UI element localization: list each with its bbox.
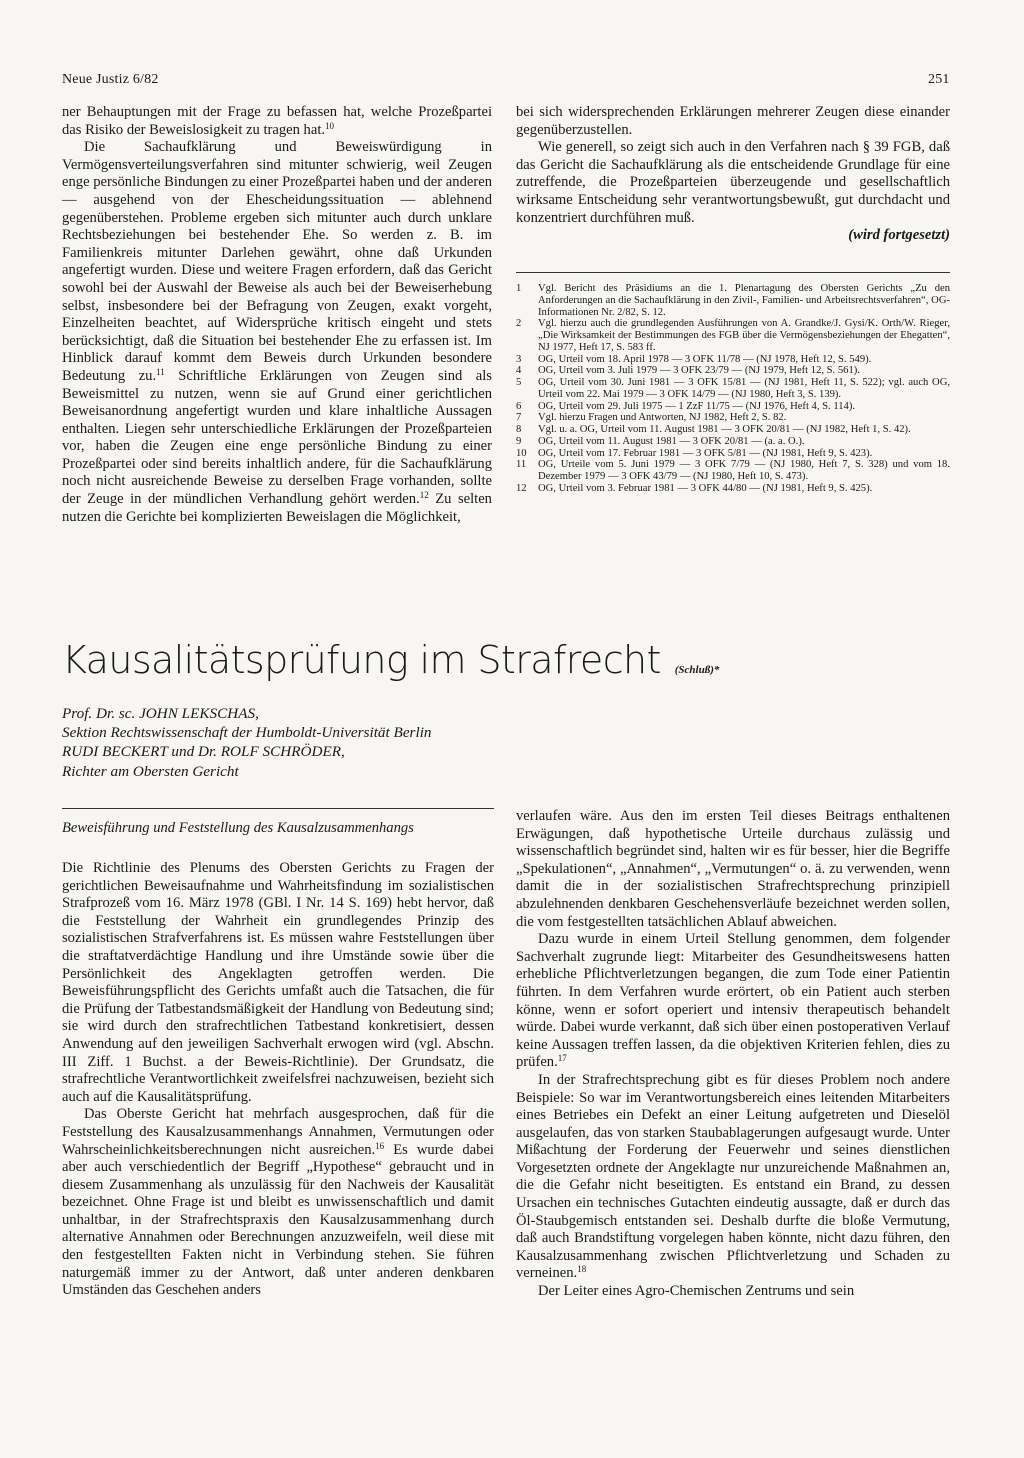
article-title: Kausalitätsprüfung im Strafrecht (Schluß)* (62, 638, 720, 682)
footnote-item (516, 448, 950, 460)
section-subheading: Beweisführung und Feststellung des Kausalzusammenhangs (62, 820, 414, 836)
bottom-left-column (62, 860, 494, 1300)
top-left-column (62, 104, 492, 526)
paragraph: ner Behauptungen mit der Frage zu befassen hat, welche Prozeßpartei das Risiko der Beweislosigkeit zu tragen hat.$^{10}$ (62, 104, 492, 138)
footnote-number: 5 (516, 377, 522, 388)
footnote-number: 11 (516, 459, 527, 471)
footnote-rule (516, 272, 950, 273)
paragraph: verlaufen wäre. Aus den im ersten Teil dieses Beitrags enthaltenen Erwägungen, daß hypothetische Urteile durchaus zulässig und wissenschaftlich begründet sind, halten wir es für besser, hier die Begriffe „Spekulationen“, „Annahmen“, „Vermutungen“ o. ä. zu verwenden, wenn damit die in der sozialistischen Strafrechtsprechung prinzipiell abzulehnenden denkbaren Geschehensverläufe bezeichnet werden sollen, die vom festgestellten tatsächlichen Ablauf abweichen. (516, 808, 950, 930)
paragraph: Wie generell, so zeigt sich auch in den Verfahren nach § 39 FGB, daß das Gericht die Sachaufklärung als die entscheidende Grundlage für eine zutreffende, die Prozeßparteien überzeugende und gesellschaftlich wirksame Entscheidung sehr verantwortungsbewußt, gut durchdacht und konzentriert durchführen muß. (516, 139, 950, 226)
footnote-text: Vgl. hierzu Fragen und Antworten, NJ 1982, Heft 2, S. 82. (538, 412, 787, 424)
author-line: Richter am Obersten Gericht (62, 762, 239, 780)
footnote-text: OG, Urteile vom 5. Juni 1979 — 3 OFK 7/79 — (NJ 1980, Heft 7, S. 328) und vom 18. Dezember 1979 — 3 OFK 43/79 — (NJ 1980, Heft 10, S. 473). (538, 459, 950, 482)
footnote-number: 7 (516, 412, 522, 424)
author-line: RUDI BECKERT und Dr. ROLF SCHRÖDER, (62, 743, 345, 761)
paragraph: Die Sachaufklärung und Beweiswürdigung in Vermögensverteilungsverfahren sind mitunter schwierig, weil Zeugen enge persönliche Bindungen zu einer Prozeßpartei haben und der anderen — ausgehend von der Ehescheidungssituation — ablehnend gegenüberstehen. Probleme ergeben sich mitunter auch durch unklare Rechtsbeziehungen bei bestehender Ehe. So werden z. B. im Familienkreis mitunter Darlehen gewährt, ohne daß Urkunden angefertigt wurden. Diese und weitere Fragen erfordern, daß das Gericht sowohl bei der Auswahl der Beweise als auch bei der Beweiserhebung selbst, insbesondere bei der Befragung von Zeugen, exakt vorgeht, Einzelheiten beachtet, auf Widersprüche kritisch eingeht und stets berücksichtigt, daß die Situation bei bestehender Ehe zu erfassen ist. Im Hinblick darauf kommt dem Beweis durch Urkunden besondere Bedeutung zu.$^{11}$ Schriftliche Erklärungen von Zeugen sind als Beweismittel zu nutzen, wenn sie auf Grund einer gerichtlichen Beweisanordnung angefertigt wurden und klare inhaltliche Aussagen enthalten. Liegen sehr unterschiedliche Erklärungen der Prozeßparteien vor, haben die Zeugen eine enge persönliche Bindung zu einer Prozeßpartei oder sind bereits inhaltlich andere, für die Sachaufklärung noch nicht ausreichende Beweise zu derselben Frage vorhanden, sollte der Zeuge in der mündlichen Verhandlung gehört werden.$^{12}$ Zu selten nutzen die Gerichte bei komplizierten Beweislagen die Möglichkeit, (62, 139, 492, 525)
footnote-number: 4 (516, 365, 522, 377)
journal-title: Neue Justiz 6/82 (62, 72, 159, 87)
author-block (62, 704, 432, 781)
section-rule (62, 808, 494, 809)
paragraph: bei sich widersprechenden Erklärungen mehrerer Zeugen diese einander gegenüberzustellen. (516, 104, 950, 138)
footnote-text: OG, Urteil vom 30. Juni 1981 — 3 OFK 15/81 — (NJ 1981, Heft 11, S. 522); vgl. auch OG, Urteil vom 22. Mai 1979 — 3 OFK 14/79 — (NJ 1980, Heft 3, S. 139). (538, 377, 950, 400)
footnote-text: OG, Urteil vom 3. Juli 1979 — 3 OFK 23/79 — (NJ 1979, Heft 12, S. 561). (538, 365, 860, 377)
top-right-column (516, 104, 950, 245)
footnote-text: Vgl. u. a. OG, Urteil vom 11. August 1981 — 3 OFK 20/81 — (NJ 1982, Heft 1, S. 42). (538, 424, 911, 435)
footnote-number: 2 (516, 318, 522, 330)
page-number: 251 (928, 72, 950, 87)
paragraph: Das Oberste Gericht hat mehrfach ausgesprochen, daß für die Feststellung des Kausalzusammenhangs Annahmen, Vermutungen oder Wahrscheinlichkeitsberechnungen nicht ausreichen.$^{16}$ Es wurde dabei aber auch verschiedentlich der Begriff „Hypothese“ gebraucht und in diesem Zusammenhang als unzulässig für den Nachweis der Kausalität bezeichnet. Ohne Frage ist und bleibt es unwissenschaftlich und damit unhaltbar, in der Strafrechtspraxis den Kausalzusammenhang durch alternative Annahmen oder Berechnungen anzuzweifeln, weil diese mit den festgestellten Fakten nicht in Verbindung stehen. Sie führen naturgemäß immer zu der Antwort, daß unter anderen denkbaren Umständen das Geschehen anders (62, 1106, 494, 1299)
footnote-text: OG, Urteil vom 18. April 1978 — 3 OFK 11/78 — (NJ 1978, Heft 12, S. 549). (538, 353, 872, 365)
footnote-text: OG, Urteil vom 3. Februar 1981 — 3 OFK 44/80 — (NJ 1981, Heft 9, S. 425). (538, 482, 873, 494)
paragraph: Die Richtlinie des Plenums des Obersten Gerichts zu Fragen der gerichtlichen Beweisaufnahme und Wahrheitsfindung im sozialistischen Strafprozeß vom 16. März 1978 (GBl. I Nr. 14 S. 169) hebt hervor, daß die Feststellung der Wahrheit ein grundlegendes Prinzip des sozialistischen Strafverfahrens ist. Es müssen wahre Feststellungen über die straftatverdächtige Handlung und ihre Umstände sowie über die Persönlichkeit des Angeklagten getroffen werden. Die Beweisführungspflicht des Gerichts umfaßt auch die Tatsachen, die für die Prüfung der Tatbestandsmäßigkeit der Handlung von Bedeutung sind; sie wird durch den strafrechtlichen Tatbestand konkretisiert, dessen Anwendung auf den jeweiligen Sachverhalt erwogen wird (vgl. Abschn. III Ziff. 1 Buchst. a der Beweis-Richtlinie). Der Grundsatz, die strafrechtliche Verantwortlichkeit zweifelsfrei nachzuweisen, bezieht sich auch auf die Kausalitätsprüfung. (62, 860, 494, 1105)
footnote-text: Vgl. Bericht des Präsidiums an die 1. Plenartagung des Obersten Gerichts „Zu den Anforderungen an die Sachaufklärung in den Zivil-, Familien- und Arbeitsrechtsverfahren“, OG-Informationen Nr. 2/82, S. 12. (538, 283, 950, 318)
footnote-number: 6 (516, 400, 522, 412)
footnote-item (516, 283, 950, 318)
footnote-number: 9 (516, 435, 522, 447)
footnote-number: 10 (516, 447, 527, 459)
footnote-item (516, 424, 950, 436)
footnote-text: Vgl. hierzu auch die grundlegenden Ausführungen von A. Grandke/J. Gysi/K. Orth/W. Rieger, „Die Wirksamkeit der Bestimmungen des FGB über die Vermögensbeziehungen der Ehegatten“, NJ 1977, Heft 17, S. 583 ff. (538, 318, 950, 353)
paragraph: In der Strafrechtsprechung gibt es für dieses Problem noch andere Beispiele: So war im Verantwortungsbereich eines leitenden Mitarbeiters eines Betriebes ein Defekt an einer Leitung aufgetreten und Dieselöl ausgelaufen, das von starken Staubablagerungen aufgesaugt wurde. Unter Mißachtung der Forderung der Feuerwehr und seines dienstlichen Vorgesetzten ordnete der Angeklagte nur unzureichende Maßnahmen an, die die Gefahr nicht beseitigten. Es entstand ein Brand, zu dessen Ursachen ein technisches Gutachten eindeutig aussagte, daß er durch das Öl-Staubgemisch entstanden sei. Deshalb durfte die bloße Vermutung, daß auch Brandstiftung vorgelegen haben könnte, nicht dazu führen, den Kausalzusammenhang zwischen Pflichtverletzung und Schaden zu verneinen.$^{18}$ (516, 1071, 950, 1282)
paragraph: Dazu wurde in einem Urteil Stellung genommen, dem folgender Sachverhalt zugrunde liegt: Mitarbeiter des Gesundheitswesens hatten erhebliche Pflichtverletzungen begangen, die zum Tode einer Patientin führten. In dem Verfahren wurde erörtert, ob ein Patient auch sterben könne, wenn er sofort operiert und intensiv therapeutisch behandelt würde. Dabei wurde verkannt, daß sich über einen postoperativen Verlauf keine Aussagen treffen lassen, da die objektiven Kriterien fehlen, dies zu prüfen.$^{17}$ (516, 931, 950, 1071)
footnotes (516, 283, 950, 495)
author-line: Sektion Rechtswissenschaft der Humboldt-Universität Berlin (62, 724, 432, 742)
footnote-number: 8 (516, 424, 522, 435)
title-suffix: (Schluß)* (674, 664, 720, 676)
footnote-item (516, 377, 950, 401)
footnote-item (516, 354, 950, 366)
footnote-number: 1 (516, 283, 522, 294)
footnote-number: 3 (516, 353, 522, 365)
paragraph: Der Leiter eines Agro-Chemischen Zentrums und sein (538, 1283, 855, 1300)
footnote-item (516, 483, 950, 495)
footnote-item (516, 459, 950, 483)
footnote-number: 12 (516, 482, 527, 494)
footnote-item (516, 401, 950, 413)
footnote-text: OG, Urteil vom 11. August 1981 — 3 OFK 20/81 — (a. a. O.). (538, 435, 805, 447)
bottom-right-column (516, 808, 950, 1301)
footnote-item (516, 365, 950, 377)
footnote-item (516, 436, 950, 448)
author-line: Prof. Dr. sc. JOHN LEKSCHAS, (62, 705, 259, 722)
footnote-item (516, 318, 950, 353)
footnote-text: OG, Urteil vom 29. Juli 1975 — 1 ZzF 11/75 — (NJ 1976, Heft 4, S. 114). (538, 400, 856, 412)
footnote-item (516, 412, 950, 424)
continued-note: (wird fortgesetzt) (848, 227, 950, 244)
footnote-text: OG, Urteil vom 17. Februar 1981 — 3 OFK 5/81 — (NJ 1981, Heft 9, S. 423). (538, 447, 873, 459)
